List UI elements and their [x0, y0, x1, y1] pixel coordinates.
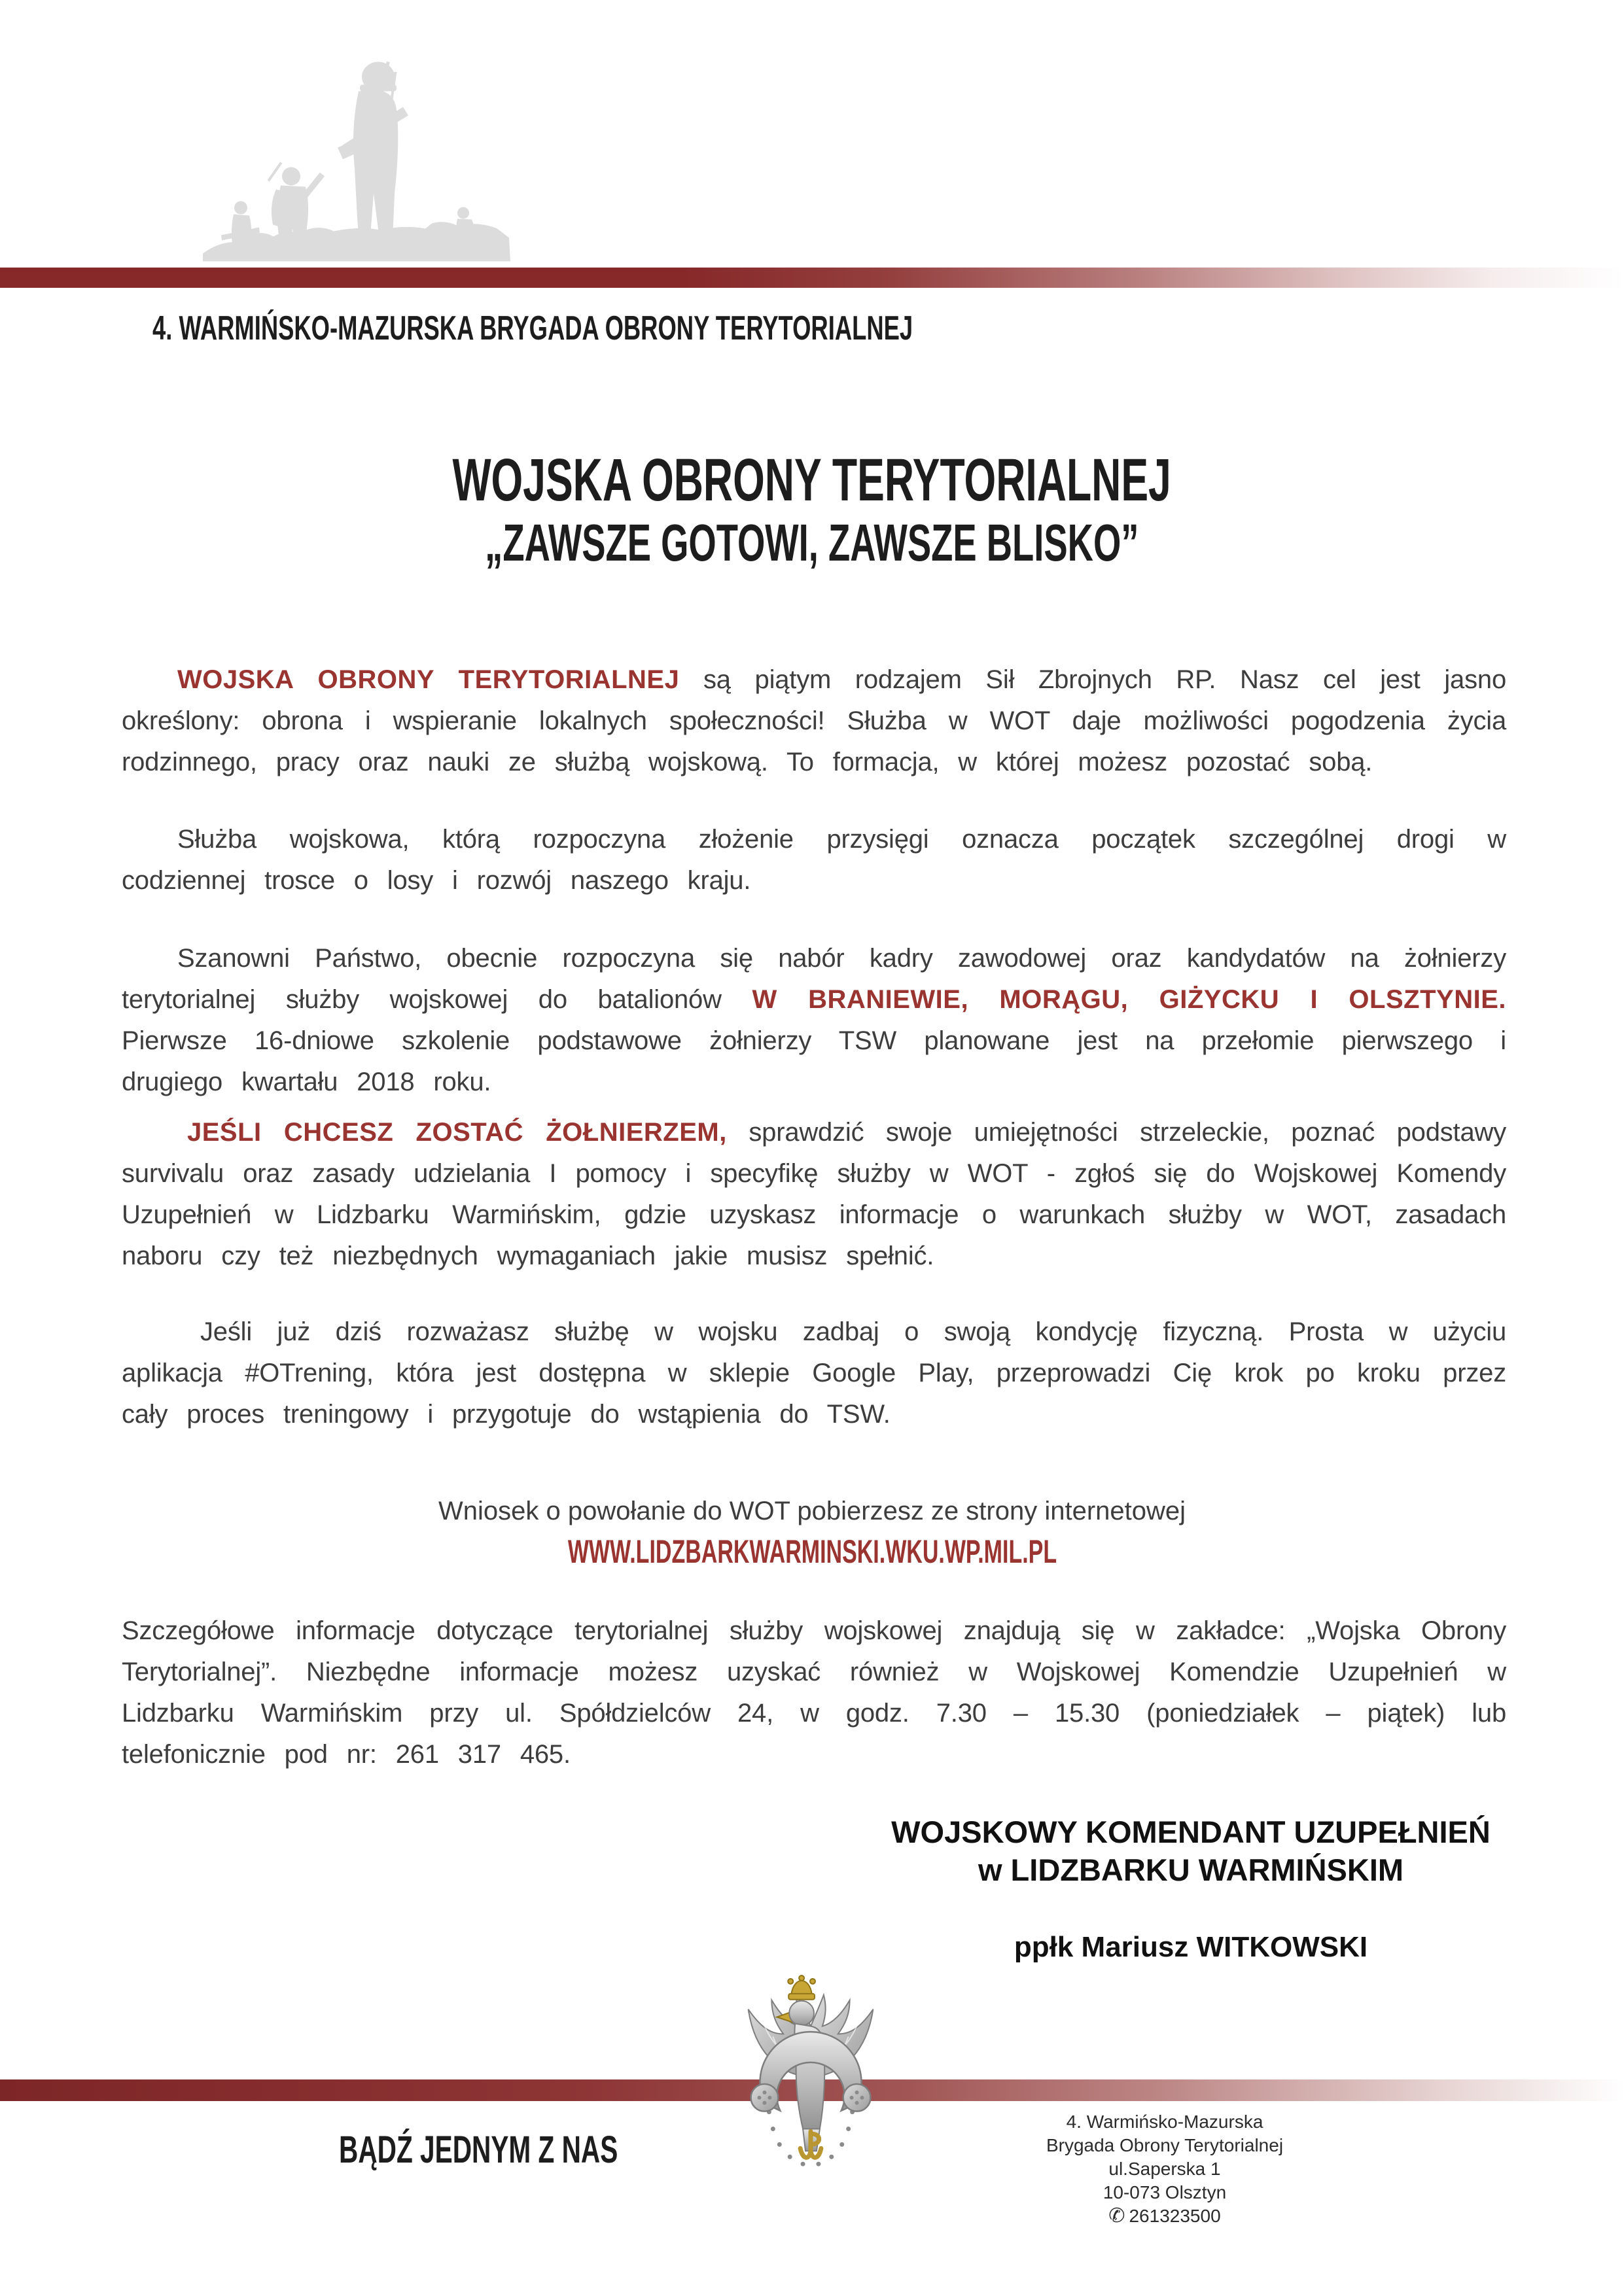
phone-number: 261323500	[1129, 2206, 1221, 2226]
phone-icon: ✆	[1108, 2205, 1125, 2227]
eagle-icon	[738, 1974, 883, 2182]
page-subtitle: „ZAWSZE GOTOWI, ZAWSZE BLISKO”	[485, 513, 1139, 572]
paragraph-3-text-after: Pierwsze 16-dniowe szkolenie podstawowe żołnierzy TSW planowane jest na przełomie pierwszego i drugiego kwartału 2018 roku.	[122, 1026, 1506, 1096]
top-divider-bar	[0, 268, 1624, 288]
address-line: 10-073 Olsztyn	[1103, 2182, 1227, 2202]
page-title: WOJSKA OBRONY TERYTORIALNEJ	[452, 447, 1172, 513]
signature-title: WOJSKOWY KOMENDANT UZUPEŁNIEŃ w LIDZBARKU WARMIŃSKIM	[891, 1815, 1491, 1887]
signature-name: ppłk Mariusz WITKOWSKI	[1014, 1931, 1368, 1963]
soldiers-silhouette-image	[196, 37, 517, 262]
address-line: Brygada Obrony Terytorialnej	[1046, 2135, 1284, 2155]
website-link[interactable]	[0, 1532, 1624, 1571]
signature-block	[864, 1813, 1518, 1964]
body-paragraph-2	[122, 819, 1506, 901]
body-paragraph-3	[122, 938, 1506, 1103]
polish-military-eagle-emblem	[738, 1974, 883, 2182]
cta-line: Wniosek o powołanie do WOT pobierzesz ze strony internetowej	[438, 1497, 1186, 1525]
paragraph-2-text: Służba wojskowa, którą rozpoczyna złożenie przysięgi oznacza początek szczególnej drogi w codziennej trosce o losy i rozwój naszego kraju.	[122, 825, 1506, 895]
unit-header	[152, 311, 1239, 345]
address-block	[1024, 2110, 1305, 2228]
body-paragraph-5	[122, 1312, 1506, 1435]
slogan: BĄDŹ JEDNYM Z NAS	[339, 2129, 618, 2171]
address-line: ul.Saperska 1	[1108, 2159, 1221, 2179]
highlight-wot: WOJSKA OBRONY TERYTORIALNEJ	[177, 665, 680, 694]
page-title-block	[0, 447, 1624, 573]
soldiers-silhouette-icon	[196, 37, 517, 262]
paragraph-5-text: Jeśli już dziś rozważasz służbę w wojsku zadbaj o swoją kondycję fizyczną. Prosta w użyciu aplikacja #OTrening, która jest dostępna w sklepie Google Play, przeprowadzi Cię krok po kroku przez cały proces treningowy i przygotuje do wstąpienia do TSW.	[122, 1317, 1506, 1429]
paragraph-3-text-before: Szanowni Państwo, obecnie rozpoczyna się nabór kadry zawodowej oraz kandydatów na żołnierzy terytorialnej służby wojskowej do batalionów	[122, 944, 1506, 1014]
paragraph-6-text: Szczegółowe informacje dotyczące terytorialnej służby wojskowej znajdują się w zakładce: „Wojska Obrony Terytorialnej”. Niezbędne informacje możesz uzyskać również w Wojskowej Komendzie Uzupełnień w Lidzbarku Warmińskim przy ul. Spółdzielców 24, w godz. 7.30 – 15.30 (poniedziałek – piątek) lub telefonicznie pod nr: 261 317 465.	[122, 1616, 1506, 1769]
highlight-battalion-cities: W BRANIEWIE, MORĄGU, GIŻYCKU I OLSZTYNIE.	[752, 985, 1506, 1014]
phone-line	[1024, 2204, 1305, 2228]
body-paragraph-6	[122, 1610, 1506, 1775]
paragraph-4-text: sprawdzić swoje umiejętności strzeleckie, poznać podstawy survivalu oraz zasady udzielania I pomocy i specyfikę służby w WOT - zgłoś się do Wojskowej Komendy Uzupełnień w Lidzbarku Warmińskim, gdzie uzyskasz informacje o warunkach służby w WOT, zasadach naboru czy też niezbędnych wymaganiach jakie musisz spełnić.	[122, 1118, 1506, 1270]
website-url-text[interactable]: WWW.LIDZBARKWARMINSKI.WKU.WP.MIL.PL	[567, 1533, 1057, 1570]
paragraph-1-text: są piątym rodzajem Sił Zbrojnych RP. Nasz cel jest jasno określony: obrona i wspieranie lokalnych społeczności! Służba w WOT daje możliwości pogodzenia życia rodzinnego, pracy oraz nauki ze służbą wojskową. To formacja, w której możesz pozostać sobą.	[122, 665, 1506, 776]
unit-header-text: 4. WARMIŃSKO-MAZURSKA BRYGADA OBRONY TERYTORIALNEJ	[152, 309, 913, 347]
body-paragraph-1	[122, 659, 1506, 783]
address-line: 4. Warmińsko-Mazurska	[1066, 2112, 1263, 2132]
body-paragraph-4	[122, 1112, 1506, 1277]
highlight-become-soldier: JEŚLI CHCESZ ZOSTAĆ ŻOŁNIERZEM,	[187, 1118, 727, 1147]
